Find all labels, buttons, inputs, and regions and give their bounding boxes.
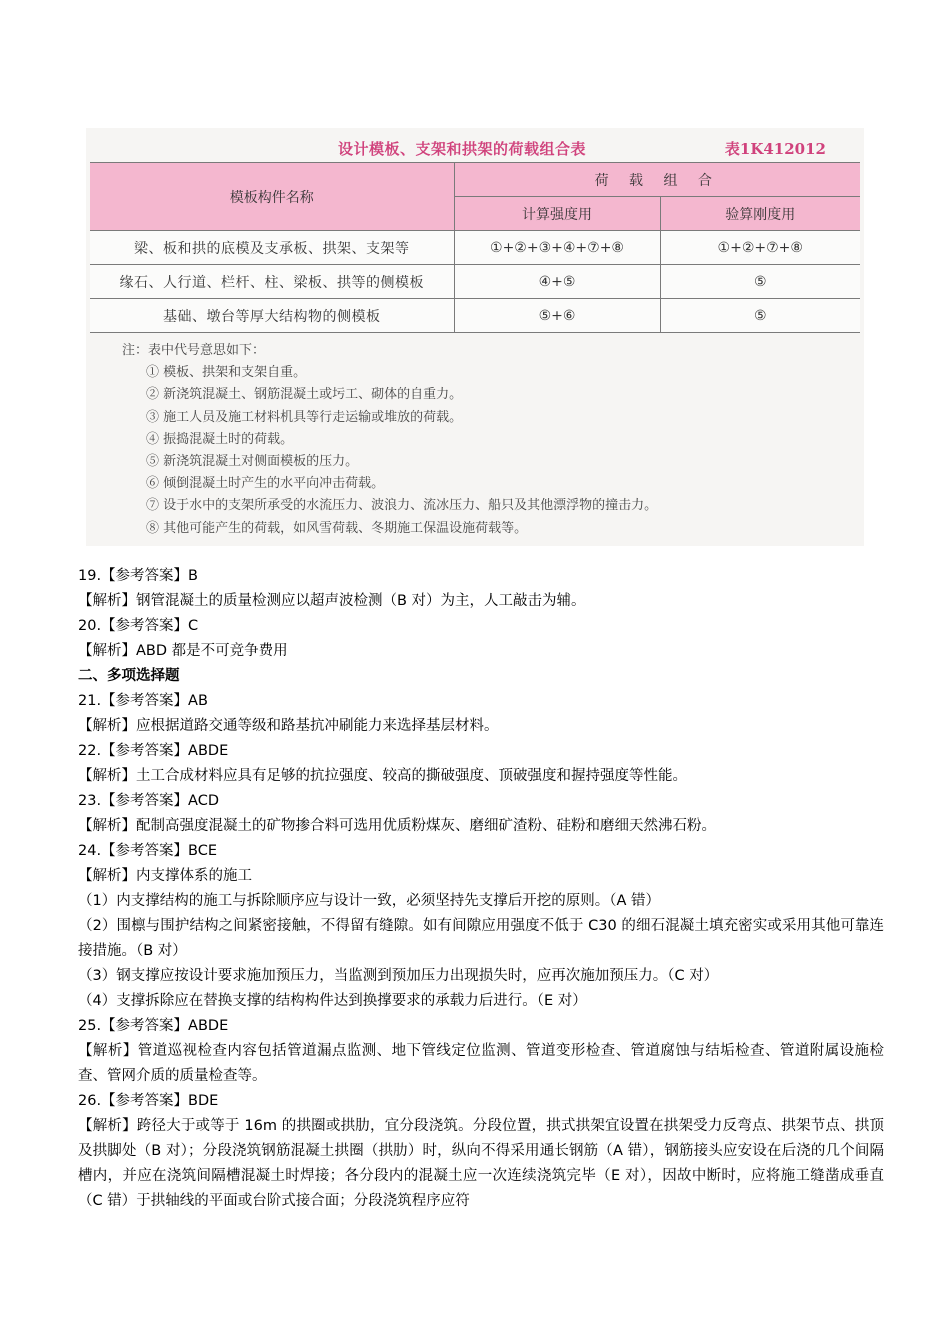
analysis-line: 【解析】应根据道路交通等级和路基抗冲刷能力来选择基层材料。: [78, 718, 499, 734]
analysis-line: 【解析】土工合成材料应具有足够的抗拉强度、较高的撕破强度、顶破强度和握持强度等性能。: [78, 768, 687, 784]
table-title: 设计模板、支架和拱架的荷载组合表: [338, 140, 587, 158]
header-load-combination: 荷 载 组 合: [454, 163, 860, 197]
answer-line: 19.【参考答案】B: [78, 568, 199, 584]
answer-line: 21.【参考答案】AB: [78, 693, 208, 709]
note-item: ⑤ 新浇筑混凝土对侧面模板的压力。: [146, 454, 359, 470]
row-stiffness: ⑤: [660, 299, 860, 333]
analysis-line: 【解析】ABD 都是不可竞争费用: [78, 643, 288, 659]
analysis-line: 【解析】内支撑体系的施工: [78, 868, 252, 884]
load-combination-table-figure: [86, 128, 864, 546]
answer-line: 23.【参考答案】ACD: [78, 793, 220, 809]
answer-content: [78, 564, 884, 1214]
row-strength: ④+⑤: [454, 265, 660, 299]
table-row: [90, 231, 860, 265]
row-stiffness: ⑤: [660, 265, 860, 299]
header-strength: 计算强度用: [454, 197, 660, 231]
row-stiffness: ①+②+⑦+⑧: [660, 231, 860, 265]
row-strength: ⑤+⑥: [454, 299, 660, 333]
table-notes: [122, 340, 657, 540]
row-name: 梁、板和拱的底模及支承板、拱架、支架等: [90, 231, 454, 265]
header-component: 模板构件名称: [90, 163, 454, 231]
answer-line: 20.【参考答案】C: [78, 618, 199, 634]
table-caption: [86, 136, 864, 160]
analysis-line: 【解析】管道巡视检查内容包括管道漏点监测、地下管线定位监测、管道变形检查、管道腐蚀与结垢检查、管道附属设施检查、管网介质的质量检查等。: [78, 1043, 884, 1084]
analysis-item: （2）围檩与围护结构之间紧密接触，不得留有缝隙。如有间隙应用强度不低于 C30 的细石混凝土填充密实或采用其他可靠连接措施。（B 对）: [78, 918, 884, 959]
note-item: ② 新浇筑混凝土、钢筋混凝土或圬工、砌体的自重力。: [146, 387, 463, 403]
analysis-item: （4）支撑拆除应在替换支撑的结构构件达到换撑要求的承载力后进行。（E 对）: [78, 993, 587, 1009]
row-name: 缘石、人行道、栏杆、柱、梁板、拱等的侧模板: [90, 265, 454, 299]
section-heading: 二、多项选择题: [78, 668, 180, 684]
analysis-item: （1）内支撑结构的施工与拆除顺序应与设计一致，必须坚持先支撑后开挖的原则。（A 错）: [78, 893, 661, 909]
analysis-line: 【解析】钢管混凝土的质量检测应以超声波检测（B 对）为主，人工敲击为辅。: [78, 593, 586, 609]
table-number: 表1K412012: [724, 140, 826, 158]
answer-line: 26.【参考答案】BDE: [78, 1093, 219, 1109]
note-item: ① 模板、拱架和支架自重。: [146, 365, 307, 381]
note-item: ⑧ 其他可能产生的荷载，如风雪荷载、冬期施工保温设施荷载等。: [146, 520, 528, 536]
notes-title: 注：表中代号意思如下：: [122, 343, 266, 358]
header-stiffness: 验算刚度用: [660, 197, 860, 231]
note-item: ④ 振捣混凝土时的荷载。: [146, 431, 294, 447]
note-item: ⑦ 设于水中的支架所承受的水流压力、波浪力、流冰压力、船只及其他漂浮物的撞击力。: [146, 498, 658, 514]
row-name: 基础、墩台等厚大结构物的侧模板: [90, 299, 454, 333]
note-item: ⑥ 倾倒混凝土时产生的水平向冲击荷载。: [146, 476, 385, 492]
answer-line: 25.【参考答案】ABDE: [78, 1018, 229, 1034]
analysis-item: （3）钢支撑应按设计要求施加预压力，当监测到预加压力出现损失时，应再次施加预压力。（C 对）: [78, 968, 719, 984]
analysis-line: 【解析】跨径大于或等于 16m 的拱圈或拱肋，宜分段浇筑。分段位置，拱式拱架宜设置在拱架受力反弯点、拱架节点、拱顶及拱脚处（B 对）；分段浇筑钢筋混凝土拱圈（拱肋）时，纵向不得采用通长钢筋（A 错），钢筋接头应安设在后浇的几个间隔槽内，并应在浇筑间隔槽混凝土时焊接；各分段内的混凝土应一次连续浇筑完毕（E 对），因故中断时，应将施工缝凿成垂直（C 错）于拱轴线的平面或台阶式接合面；分段浇筑程序应符: [78, 1118, 884, 1209]
table-row: [90, 265, 860, 299]
load-combination-table: [90, 162, 860, 333]
answer-line: 22.【参考答案】ABDE: [78, 743, 229, 759]
note-item: ③ 施工人员及施工材料机具等行走运输或堆放的荷载。: [146, 409, 463, 425]
row-strength: ①+②+③+④+⑦+⑧: [454, 231, 660, 265]
table-row: [90, 299, 860, 333]
answer-line: 24.【参考答案】BCE: [78, 843, 218, 859]
analysis-line: 【解析】配制高强度混凝土的矿物掺合料可选用优质粉煤灰、磨细矿渣粉、硅粉和磨细天然沸石粉。: [78, 818, 716, 834]
